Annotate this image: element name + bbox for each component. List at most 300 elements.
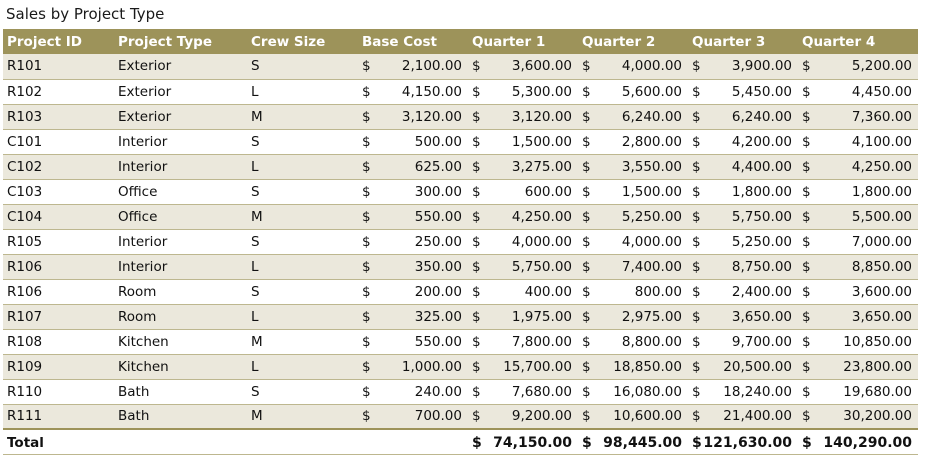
- total-empty-cell[interactable]: [114, 429, 247, 455]
- currency-symbol: $: [802, 133, 811, 150]
- currency-symbol: $: [692, 333, 701, 350]
- quarter-1-value: 3,120.00: [511, 108, 572, 125]
- base-cost-value: 3,120.00: [401, 108, 462, 125]
- currency-symbol: $: [802, 158, 811, 175]
- quarter-4-value: 23,800.00: [843, 358, 912, 375]
- total-quarter-3-value: 121,630.00: [703, 434, 792, 451]
- project-type-cell[interactable]: Room: [118, 308, 157, 325]
- crew-size-cell[interactable]: L: [251, 158, 259, 175]
- base-cost-value: 2,100.00: [401, 58, 462, 75]
- base-cost-cell[interactable]: [358, 229, 468, 254]
- currency-symbol: $: [802, 233, 811, 250]
- base-cost-value: 200.00: [414, 283, 462, 300]
- quarter-3-value: 20,500.00: [723, 358, 792, 375]
- currency-symbol: $: [582, 58, 591, 75]
- table-row: [3, 229, 918, 254]
- quarter-4-cell[interactable]: [798, 129, 918, 154]
- base-cost-cell[interactable]: [358, 254, 468, 279]
- currency-symbol: $: [802, 208, 811, 225]
- base-cost-value: 500.00: [414, 133, 462, 150]
- currency-symbol: $: [472, 233, 481, 250]
- total-quarter-1-cell[interactable]: [468, 429, 578, 455]
- currency-symbol: $: [802, 58, 811, 75]
- quarter-4-value: 5,500.00: [851, 208, 912, 225]
- quarter-2-value: 7,400.00: [621, 258, 682, 275]
- currency-symbol: $: [582, 308, 591, 325]
- project-type-cell[interactable]: Office: [118, 208, 158, 225]
- sheet-title: Sales by Project Type: [6, 5, 165, 23]
- crew-size-cell[interactable]: L: [251, 358, 259, 375]
- total-base-cost-cell[interactable]: [358, 429, 468, 455]
- project-type-cell[interactable]: Room: [118, 283, 157, 300]
- crew-size-cell[interactable]: L: [251, 83, 259, 100]
- project-id-cell[interactable]: C104: [7, 208, 43, 225]
- quarter-1-value: 5,300.00: [511, 83, 572, 100]
- quarter-3-value: 5,250.00: [731, 233, 792, 250]
- base-cost-value: 1,000.00: [401, 358, 462, 375]
- currency-symbol: $: [582, 383, 591, 400]
- project-type-cell[interactable]: Office: [118, 183, 158, 200]
- project-type-cell[interactable]: Interior: [118, 158, 168, 175]
- quarter-3-cell[interactable]: [688, 179, 798, 204]
- quarter-3-cell[interactable]: [688, 404, 798, 429]
- quarter-3-cell[interactable]: [688, 204, 798, 229]
- quarter-4-value: 3,650.00: [851, 308, 912, 325]
- currency-symbol: $: [472, 308, 481, 325]
- quarter-4-cell[interactable]: [798, 104, 918, 129]
- quarter-1-cell[interactable]: [468, 279, 578, 304]
- currency-symbol: $: [692, 408, 701, 425]
- quarter-3-cell[interactable]: [688, 379, 798, 404]
- quarter-3-cell[interactable]: [688, 229, 798, 254]
- quarter-2-cell[interactable]: [578, 379, 688, 404]
- quarter-1-cell[interactable]: [468, 79, 578, 104]
- quarter-3-cell[interactable]: [688, 79, 798, 104]
- header-project-type[interactable]: Project Type: [118, 33, 212, 50]
- total-quarter-2-cell[interactable]: [578, 429, 688, 455]
- quarter-3-cell[interactable]: [688, 54, 798, 79]
- quarter-3-value: 9,700.00: [731, 333, 792, 350]
- total-quarter-4-value: 140,290.00: [823, 434, 912, 451]
- quarter-4-value: 7,000.00: [851, 233, 912, 250]
- project-type-cell[interactable]: Bath: [118, 383, 150, 400]
- currency-symbol: $: [692, 58, 701, 75]
- currency-symbol: $: [692, 283, 701, 300]
- project-type-cell[interactable]: Interior: [118, 258, 168, 275]
- quarter-2-value: 3,550.00: [621, 158, 682, 175]
- quarter-1-value: 7,800.00: [511, 333, 572, 350]
- table-row: [3, 154, 918, 179]
- currency-symbol: $: [362, 283, 371, 300]
- currency-symbol: $: [582, 283, 591, 300]
- currency-symbol: $: [692, 133, 701, 150]
- quarter-1-value: 7,680.00: [511, 383, 572, 400]
- header-quarter-1[interactable]: Quarter 1: [472, 33, 546, 50]
- quarter-3-value: 1,800.00: [731, 183, 792, 200]
- currency-symbol: $: [362, 183, 371, 200]
- currency-symbol: $: [582, 358, 591, 375]
- currency-symbol: $: [472, 283, 481, 300]
- crew-size-cell[interactable]: S: [251, 283, 260, 300]
- base-cost-cell[interactable]: [358, 379, 468, 404]
- quarter-1-value: 15,700.00: [503, 358, 572, 375]
- currency-symbol: $: [802, 108, 811, 125]
- project-type-cell[interactable]: Interior: [118, 133, 168, 150]
- table-row: [3, 329, 918, 354]
- currency-symbol: $: [692, 383, 701, 400]
- quarter-4-value: 10,850.00: [843, 333, 912, 350]
- table-row: [3, 204, 918, 229]
- quarter-3-value: 8,750.00: [731, 258, 792, 275]
- quarter-4-cell[interactable]: [798, 79, 918, 104]
- quarter-3-cell[interactable]: [688, 254, 798, 279]
- total-quarter-4-cell[interactable]: [798, 429, 918, 455]
- quarter-4-cell[interactable]: [798, 329, 918, 354]
- sales-table: [3, 29, 918, 455]
- currency-symbol: $: [692, 208, 701, 225]
- crew-size-cell[interactable]: S: [251, 183, 260, 200]
- project-id-cell[interactable]: R111: [7, 408, 43, 425]
- project-id-cell[interactable]: R106: [7, 258, 43, 275]
- currency-symbol: $: [692, 233, 701, 250]
- base-cost-value: 325.00: [414, 308, 462, 325]
- quarter-2-cell[interactable]: [578, 129, 688, 154]
- currency-symbol: $: [472, 183, 481, 200]
- quarter-1-value: 3,600.00: [511, 58, 572, 75]
- base-cost-cell[interactable]: [358, 179, 468, 204]
- currency-symbol: $: [582, 133, 591, 150]
- quarter-4-value: 8,850.00: [851, 258, 912, 275]
- currency-symbol: $: [802, 434, 812, 451]
- crew-size-cell[interactable]: M: [251, 108, 263, 125]
- currency-symbol: $: [582, 408, 591, 425]
- quarter-3-value: 5,450.00: [731, 83, 792, 100]
- base-cost-cell[interactable]: [358, 79, 468, 104]
- currency-symbol: $: [362, 158, 371, 175]
- currency-symbol: $: [362, 383, 371, 400]
- currency-symbol: $: [802, 183, 811, 200]
- quarter-4-value: 7,360.00: [851, 108, 912, 125]
- quarter-1-cell[interactable]: [468, 354, 578, 379]
- project-type-cell[interactable]: Interior: [118, 233, 168, 250]
- base-cost-value: 550.00: [414, 333, 462, 350]
- base-cost-value: 300.00: [414, 183, 462, 200]
- currency-symbol: $: [582, 434, 592, 451]
- quarter-2-value: 4,000.00: [621, 58, 682, 75]
- crew-size-cell[interactable]: M: [251, 208, 263, 225]
- table-row: [3, 129, 918, 154]
- currency-symbol: $: [802, 333, 811, 350]
- quarter-2-cell[interactable]: [578, 329, 688, 354]
- quarter-2-cell[interactable]: [578, 204, 688, 229]
- total-row: [3, 429, 918, 455]
- quarter-4-value: 4,250.00: [851, 158, 912, 175]
- quarter-3-cell[interactable]: [688, 354, 798, 379]
- quarter-4-cell[interactable]: [798, 179, 918, 204]
- header-project-id[interactable]: Project ID: [7, 33, 82, 50]
- quarter-3-cell[interactable]: [688, 304, 798, 329]
- currency-symbol: $: [472, 333, 481, 350]
- currency-symbol: $: [582, 333, 591, 350]
- table-row: [3, 254, 918, 279]
- currency-symbol: $: [472, 383, 481, 400]
- table-row: [3, 54, 918, 79]
- project-id-cell[interactable]: R110: [7, 383, 43, 400]
- quarter-2-cell[interactable]: [578, 404, 688, 429]
- currency-symbol: $: [472, 358, 481, 375]
- table-row: [3, 279, 918, 304]
- quarter-1-value: 4,000.00: [511, 233, 572, 250]
- crew-size-cell[interactable]: L: [251, 308, 259, 325]
- quarter-1-value: 9,200.00: [511, 408, 572, 425]
- table-row: [3, 179, 918, 204]
- currency-symbol: $: [362, 133, 371, 150]
- base-cost-cell[interactable]: [358, 129, 468, 154]
- quarter-2-value: 6,240.00: [621, 108, 682, 125]
- quarter-3-value: 4,200.00: [731, 133, 792, 150]
- quarter-2-cell[interactable]: [578, 304, 688, 329]
- currency-symbol: $: [472, 58, 481, 75]
- project-id-cell[interactable]: R101: [7, 58, 43, 75]
- quarter-2-value: 2,800.00: [621, 133, 682, 150]
- crew-size-cell[interactable]: S: [251, 233, 260, 250]
- quarter-4-value: 4,450.00: [851, 83, 912, 100]
- currency-symbol: $: [692, 434, 702, 451]
- total-quarter-1-value: 74,150.00: [493, 434, 572, 451]
- currency-symbol: $: [362, 358, 371, 375]
- header-crew-size[interactable]: Crew Size: [251, 33, 326, 50]
- currency-symbol: $: [582, 208, 591, 225]
- project-id-cell[interactable]: R108: [7, 333, 43, 350]
- total-empty-cell[interactable]: [247, 429, 358, 455]
- crew-size-cell[interactable]: S: [251, 133, 260, 150]
- quarter-1-cell[interactable]: [468, 254, 578, 279]
- header-quarter-3[interactable]: Quarter 3: [692, 33, 766, 50]
- header-base-cost[interactable]: Base Cost: [362, 33, 437, 50]
- quarter-2-value: 4,000.00: [621, 233, 682, 250]
- currency-symbol: $: [472, 434, 482, 451]
- table-row: [3, 379, 918, 404]
- currency-symbol: $: [362, 308, 371, 325]
- quarter-2-cell[interactable]: [578, 229, 688, 254]
- currency-symbol: $: [582, 158, 591, 175]
- quarter-1-cell[interactable]: [468, 304, 578, 329]
- currency-symbol: $: [582, 233, 591, 250]
- currency-symbol: $: [472, 83, 481, 100]
- header-quarter-2[interactable]: Quarter 2: [582, 33, 656, 50]
- total-label[interactable]: Total: [7, 434, 44, 451]
- project-id-cell[interactable]: R105: [7, 233, 43, 250]
- quarter-2-cell[interactable]: [578, 79, 688, 104]
- quarter-3-cell[interactable]: [688, 104, 798, 129]
- crew-size-cell[interactable]: M: [251, 333, 263, 350]
- quarter-4-value: 1,800.00: [851, 183, 912, 200]
- quarter-2-value: 2,975.00: [621, 308, 682, 325]
- quarter-2-cell[interactable]: [578, 154, 688, 179]
- quarter-4-cell[interactable]: [798, 254, 918, 279]
- project-type-cell[interactable]: Exterior: [118, 58, 172, 75]
- base-cost-cell[interactable]: [358, 154, 468, 179]
- quarter-2-value: 18,850.00: [613, 358, 682, 375]
- quarter-3-cell[interactable]: [688, 329, 798, 354]
- quarter-1-cell[interactable]: [468, 129, 578, 154]
- project-type-cell[interactable]: Exterior: [118, 83, 172, 100]
- quarter-2-value: 1,500.00: [621, 183, 682, 200]
- quarter-1-cell[interactable]: [468, 204, 578, 229]
- quarter-3-value: 18,240.00: [723, 383, 792, 400]
- base-cost-cell[interactable]: [358, 54, 468, 79]
- quarter-4-cell[interactable]: [798, 279, 918, 304]
- quarter-2-cell[interactable]: [578, 104, 688, 129]
- currency-symbol: $: [802, 83, 811, 100]
- base-cost-value: 550.00: [414, 208, 462, 225]
- base-cost-cell[interactable]: [358, 354, 468, 379]
- currency-symbol: $: [472, 208, 481, 225]
- quarter-3-cell[interactable]: [688, 154, 798, 179]
- quarter-1-value: 1,500.00: [511, 133, 572, 150]
- currency-symbol: $: [692, 308, 701, 325]
- currency-symbol: $: [472, 133, 481, 150]
- quarter-4-cell[interactable]: [798, 379, 918, 404]
- quarter-4-cell[interactable]: [798, 229, 918, 254]
- crew-size-cell[interactable]: L: [251, 258, 259, 275]
- currency-symbol: $: [692, 83, 701, 100]
- quarter-1-cell[interactable]: [468, 329, 578, 354]
- quarter-1-cell[interactable]: [468, 404, 578, 429]
- table-row: [3, 304, 918, 329]
- project-type-cell[interactable]: Kitchen: [118, 358, 169, 375]
- currency-symbol: $: [472, 258, 481, 275]
- quarter-1-cell[interactable]: [468, 104, 578, 129]
- project-type-cell[interactable]: Exterior: [118, 108, 172, 125]
- quarter-2-cell[interactable]: [578, 179, 688, 204]
- currency-symbol: $: [362, 258, 371, 275]
- base-cost-value: 4,150.00: [401, 83, 462, 100]
- crew-size-cell[interactable]: S: [251, 383, 260, 400]
- base-cost-cell[interactable]: [358, 304, 468, 329]
- currency-symbol: $: [582, 258, 591, 275]
- table-bottom-rule: [3, 454, 918, 455]
- table-row: [3, 404, 918, 429]
- quarter-2-value: 10,600.00: [613, 408, 682, 425]
- quarter-4-cell[interactable]: [798, 354, 918, 379]
- quarter-4-value: 30,200.00: [843, 408, 912, 425]
- currency-symbol: $: [802, 308, 811, 325]
- base-cost-value: 240.00: [414, 383, 462, 400]
- quarter-4-cell[interactable]: [798, 304, 918, 329]
- currency-symbol: $: [472, 108, 481, 125]
- quarter-2-value: 800.00: [634, 283, 682, 300]
- currency-symbol: $: [362, 408, 371, 425]
- quarter-2-cell[interactable]: [578, 254, 688, 279]
- project-id-cell[interactable]: C101: [7, 133, 43, 150]
- quarter-1-cell[interactable]: [468, 179, 578, 204]
- project-id-cell[interactable]: R106: [7, 283, 43, 300]
- quarter-2-cell[interactable]: [578, 279, 688, 304]
- quarter-4-cell[interactable]: [798, 204, 918, 229]
- quarter-2-value: 16,080.00: [613, 383, 682, 400]
- currency-symbol: $: [802, 283, 811, 300]
- currency-symbol: $: [692, 108, 701, 125]
- currency-symbol: $: [582, 83, 591, 100]
- total-quarter-3-cell[interactable]: [688, 429, 798, 455]
- quarter-4-cell[interactable]: [798, 404, 918, 429]
- currency-symbol: $: [802, 383, 811, 400]
- quarter-4-value: 3,600.00: [851, 283, 912, 300]
- quarter-4-value: 19,680.00: [843, 383, 912, 400]
- header-quarter-4[interactable]: Quarter 4: [802, 33, 876, 50]
- base-cost-value: 250.00: [414, 233, 462, 250]
- quarter-3-value: 5,750.00: [731, 208, 792, 225]
- base-cost-value: 700.00: [414, 408, 462, 425]
- quarter-3-value: 3,900.00: [731, 58, 792, 75]
- project-type-cell[interactable]: Kitchen: [118, 333, 169, 350]
- quarter-1-cell[interactable]: [468, 379, 578, 404]
- currency-symbol: $: [362, 108, 371, 125]
- quarter-3-cell[interactable]: [688, 279, 798, 304]
- currency-symbol: $: [802, 408, 811, 425]
- quarter-1-value: 4,250.00: [511, 208, 572, 225]
- base-cost-value: 350.00: [414, 258, 462, 275]
- quarter-3-value: 6,240.00: [731, 108, 792, 125]
- base-cost-cell[interactable]: [358, 329, 468, 354]
- currency-symbol: $: [362, 58, 371, 75]
- currency-symbol: $: [802, 358, 811, 375]
- quarter-4-cell[interactable]: [798, 154, 918, 179]
- project-id-cell[interactable]: R102: [7, 83, 43, 100]
- quarter-2-cell[interactable]: [578, 354, 688, 379]
- crew-size-cell[interactable]: M: [251, 408, 263, 425]
- project-id-cell[interactable]: R109: [7, 358, 43, 375]
- table-row: [3, 104, 918, 129]
- currency-symbol: $: [582, 183, 591, 200]
- quarter-2-cell[interactable]: [578, 54, 688, 79]
- base-cost-cell[interactable]: [358, 104, 468, 129]
- quarter-1-value: 1,975.00: [511, 308, 572, 325]
- quarter-1-cell[interactable]: [468, 54, 578, 79]
- base-cost-cell[interactable]: [358, 204, 468, 229]
- currency-symbol: $: [362, 83, 371, 100]
- currency-symbol: $: [692, 258, 701, 275]
- quarter-2-value: 5,250.00: [621, 208, 682, 225]
- quarter-1-value: 5,750.00: [511, 258, 572, 275]
- currency-symbol: $: [362, 208, 371, 225]
- project-id-cell[interactable]: C102: [7, 158, 43, 175]
- project-id-cell[interactable]: C103: [7, 183, 43, 200]
- project-type-cell[interactable]: Bath: [118, 408, 150, 425]
- quarter-4-cell[interactable]: [798, 54, 918, 79]
- quarter-1-cell[interactable]: [468, 154, 578, 179]
- table-body: [3, 54, 918, 429]
- quarter-1-cell[interactable]: [468, 229, 578, 254]
- quarter-3-value: 2,400.00: [731, 283, 792, 300]
- currency-symbol: $: [692, 158, 701, 175]
- currency-symbol: $: [582, 108, 591, 125]
- currency-symbol: $: [692, 358, 701, 375]
- crew-size-cell[interactable]: S: [251, 58, 260, 75]
- base-cost-cell[interactable]: [358, 279, 468, 304]
- table-row: [3, 354, 918, 379]
- quarter-3-cell[interactable]: [688, 129, 798, 154]
- base-cost-cell[interactable]: [358, 404, 468, 429]
- currency-symbol: $: [472, 158, 481, 175]
- quarter-4-value: 5,200.00: [851, 58, 912, 75]
- project-id-cell[interactable]: R107: [7, 308, 43, 325]
- project-id-cell[interactable]: R103: [7, 108, 43, 125]
- currency-symbol: $: [802, 258, 811, 275]
- currency-symbol: $: [362, 333, 371, 350]
- quarter-1-value: 400.00: [524, 283, 572, 300]
